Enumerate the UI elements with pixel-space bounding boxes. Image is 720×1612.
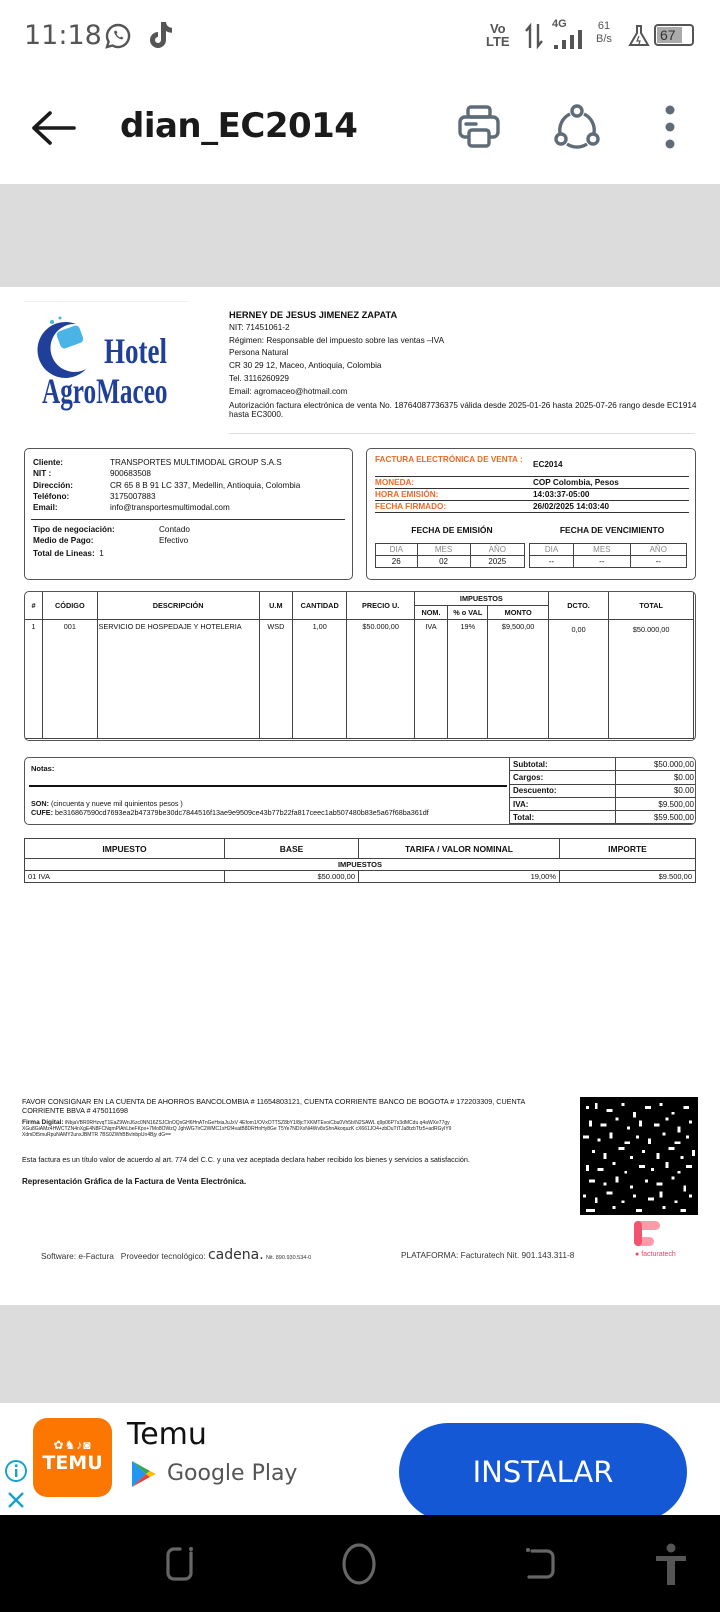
issuer-regimen: Régimen: Responsable del impuesto sobre las ventas –IVA bbox=[229, 335, 445, 345]
currency: COP Colombia, Pesos bbox=[533, 478, 619, 487]
notes-totals-box bbox=[24, 757, 696, 825]
digital-signature: Firma Digital: iNbjaVBR0RHzvqT1EaZ9WnJ6zc0NN16ZSJClnOQxGH6HnATnGeHxiaJuJxV 4Efom1/OVxOTTSZ8bY1/8jcTXKMTEvoiCbu0Vh5b\N2SAWL q9p06P7s3dMCdu q4aWXe77gyXGu8GiAMz4HWCTZN4nXgE4N8FCNqmPlAhLbeFKpx+7Mo8OWzQ JghWG7lrC2WMC1xH2l4vatB8DRHnHy8Ge T5Ye7NDXxNi4Wv8xShnAkoquzK cX661JO4+zbDuTtTJa8tzbTfz5+adRGyIY9XdmDt5muRpuNAMY2unxJBMTR 7BS0ZWhBBvlnbpUn4Bjy dG== bbox=[22, 1119, 452, 1138]
facturatech-logo-icon bbox=[634, 1221, 662, 1247]
data-arrows-icon bbox=[524, 22, 544, 50]
emission-date-table: DIA MES AÑO 26 02 2025 bbox=[375, 543, 525, 568]
install-button[interactable]: INSTALAR bbox=[399, 1423, 687, 1521]
facturatech-brand: ● facturatech bbox=[635, 1251, 676, 1258]
table-row: 01 IVA $50.000,00 19,00% $9.500,00 bbox=[25, 871, 696, 883]
client-name: TRANSPORTES MULTIMODAL GROUP S.A.S bbox=[110, 458, 282, 467]
volte-indicator: Vo LTE bbox=[486, 21, 510, 49]
google-play-icon bbox=[130, 1459, 158, 1489]
legal-text: Esta factura es un título valor de acuerdo al art. 774 del C.C. y una vez aceptada declara haber recibido los bienes y servicios a satisfacción. bbox=[22, 1155, 470, 1164]
cufe: CUFE: be316867590cd7693ea2b47379be30dc7844516f13ae9e9509ce43b77b22fa817ceec1ab507480b83e5a67f68ba361df bbox=[31, 808, 429, 817]
ad-app-name: Temu bbox=[127, 1417, 207, 1452]
items-table: # CÓDIGO DESCRIPCIÓN U.M CANTIDAD PRECIO U. IMPUESTOS DCTO. TOTAL NOM. % o VAL MONTO 1 001 SERVICIO DE HOSPEDAJE Y HOTELERIA WSD 1,00 $50.000,00 IVA 19% $9,500,00 0,00 $50.000,00 bbox=[24, 591, 694, 739]
ad-close-icon[interactable] bbox=[6, 1490, 26, 1510]
subtotal-value: $50.000,00 bbox=[616, 758, 697, 771]
status-bar bbox=[0, 0, 720, 74]
client-labels: Cliente: NIT : Dirección: Teléfono: Email: bbox=[33, 458, 74, 513]
issuer-persona: Persona Natural bbox=[229, 348, 289, 358]
qr-code bbox=[580, 1095, 698, 1217]
platform-info: PLATAFORMA: Facturatech Nit. 901.143.311-8 bbox=[401, 1250, 575, 1260]
issuer-name: HERNEY DE JESUS JIMENEZ ZAPATA bbox=[229, 310, 398, 320]
app-bar bbox=[0, 74, 720, 184]
invoice-number: EC2014 bbox=[533, 460, 563, 469]
payment-method: Efectivo bbox=[159, 536, 189, 545]
invoice-number-row: FACTURA ELECTRÓNICA DE VENTA : EC2014 bbox=[375, 455, 689, 477]
share-icon[interactable] bbox=[552, 102, 602, 152]
recents-button-icon[interactable] bbox=[163, 1545, 197, 1583]
pdf-viewer[interactable] bbox=[0, 184, 720, 1403]
battery-icon: 67 bbox=[654, 24, 694, 46]
due-date-table: DIA MES AÑO -- -- -- bbox=[529, 543, 687, 568]
signed-date: 26/02/2025 14:03:40 bbox=[533, 502, 610, 511]
total-lines: 1 bbox=[99, 549, 104, 558]
back-button-icon[interactable] bbox=[523, 1545, 557, 1583]
issuer-address: CR 30 29 12, Maceo, Antioquia, Colombia bbox=[229, 361, 382, 371]
flask-icon bbox=[628, 24, 650, 48]
back-arrow-icon[interactable] bbox=[30, 110, 76, 146]
signal-icon bbox=[552, 30, 584, 50]
document-title: dian_EC2014 bbox=[120, 106, 358, 146]
negotiation-type: Contado bbox=[159, 525, 190, 534]
issuer-email: Email: agromaceo@hotmail.com bbox=[229, 386, 348, 396]
more-options-icon[interactable] bbox=[645, 102, 695, 152]
issuer-tel: Tel. 3116260929 bbox=[229, 373, 289, 383]
client-phone: 3175007883 bbox=[110, 491, 156, 501]
whatsapp-icon bbox=[104, 22, 132, 50]
temu-app-icon[interactable]: ✿♞♪◙ TEMU bbox=[33, 1418, 112, 1497]
invoice-page bbox=[0, 287, 720, 1305]
total-value: $59.500,00 bbox=[616, 811, 697, 824]
bank-info: FAVOR CONSIGNAR EN LA CUENTA DE AHORROS BANCOLOMBIA # 11654803121, CUENTA CORRIENTE BANCO DE BOGOTA # 172203309, CUENTA CORRIENTE BBVA # 475011698 bbox=[22, 1097, 525, 1115]
totals-table: Subtotal: $50.000,00 Cargos: $0.00 Descuento: $0.00 IVA: $9.500,00 Total: $59.500,00 bbox=[509, 757, 696, 824]
client-address: CR 65 8 B 91 LC 337, Medellin, Antioquia, Colombia bbox=[110, 480, 301, 490]
logo-text-agromaceo: AgroMaceo bbox=[42, 371, 168, 411]
client-box: Cliente: NIT : Dirección: Teléfono: Email: TRANSPORTES MULTIMODAL GROUP S.A.S 900683508 CR 65 8 B 91 LC 337, Medellin, Antioquia, Colombia 3175007883 info@transportesmultimodal.com Tipo de negociación: Medio de Pago: Total de Lineas: 1 Contado Efectivo bbox=[24, 448, 353, 580]
tax-summary-table: IMPUESTO BASE TARIFA / VALOR NOMINAL IMPORTE IMPUESTOS 01 IVA $50.000,00 19,00% $9.500,00 bbox=[24, 838, 696, 883]
issuer-nit: NIT: 71451061-2 bbox=[229, 322, 290, 332]
notes-label: Notas: bbox=[31, 764, 55, 773]
print-icon[interactable] bbox=[454, 102, 504, 152]
issuer-info bbox=[229, 309, 699, 420]
header-divider bbox=[229, 433, 695, 434]
home-button-icon[interactable] bbox=[341, 1542, 377, 1586]
client-values bbox=[110, 457, 300, 513]
issuer-authorization: Autorización factura electrónica de venta No. 18764087736375 válida desde 2025-01-26 hasta 2025-07-26 rango desde EC1914 hasta EC3000. bbox=[229, 400, 697, 420]
amount-in-words: SON: (cincuenta y nueve mil quinientos pesos ) bbox=[31, 799, 183, 808]
software-provider: Software: e-Factura Proveedor tecnológico: cadena. Nit. 890.930.534-0 bbox=[41, 1247, 312, 1263]
representation-text: Representación Gráfica de la Factura de Venta Electrónica. bbox=[22, 1177, 247, 1186]
accessibility-icon[interactable] bbox=[654, 1543, 688, 1587]
data-speed: 61 B/s bbox=[596, 20, 612, 45]
navigation-bar bbox=[0, 1515, 720, 1612]
items-box bbox=[24, 591, 696, 741]
client-nit: 900683508 bbox=[110, 469, 151, 479]
network-type: 4G bbox=[552, 18, 567, 30]
hotel-logo bbox=[24, 301, 189, 416]
client-email: info@transportesmultimodal.com bbox=[110, 503, 230, 513]
emission-time: 14:03:37-05:00 bbox=[533, 490, 590, 499]
ad-banner[interactable] bbox=[0, 1403, 720, 1515]
ad-info-icon[interactable] bbox=[4, 1459, 28, 1483]
table-row: 1 001 SERVICIO DE HOSPEDAJE Y HOTELERIA WSD 1,00 $50.000,00 IVA 19% $9,500,00 0,00 $50.000,00 bbox=[25, 620, 694, 739]
ad-store-name: Google Play bbox=[167, 1461, 298, 1486]
logo-text-hotel: Hotel bbox=[104, 331, 167, 371]
tiktok-icon bbox=[146, 20, 174, 50]
invoice-meta-box: FACTURA ELECTRÓNICA DE VENTA : EC2014 MONEDA: COP Colombia, Pesos HORA EMISIÓN: 14:03:37-05:00 FECHA FIRMADO: 26/02/2025 14:03:40 FECHA DE EMISIÓN FECHA DE VENCIMIENTO DIA MES AÑO 26 02 2025 DIA MES AÑO -- -- -- bbox=[366, 448, 696, 580]
cadena-brand: cadena. bbox=[207, 1247, 264, 1263]
status-time: 11:18 bbox=[24, 20, 102, 51]
